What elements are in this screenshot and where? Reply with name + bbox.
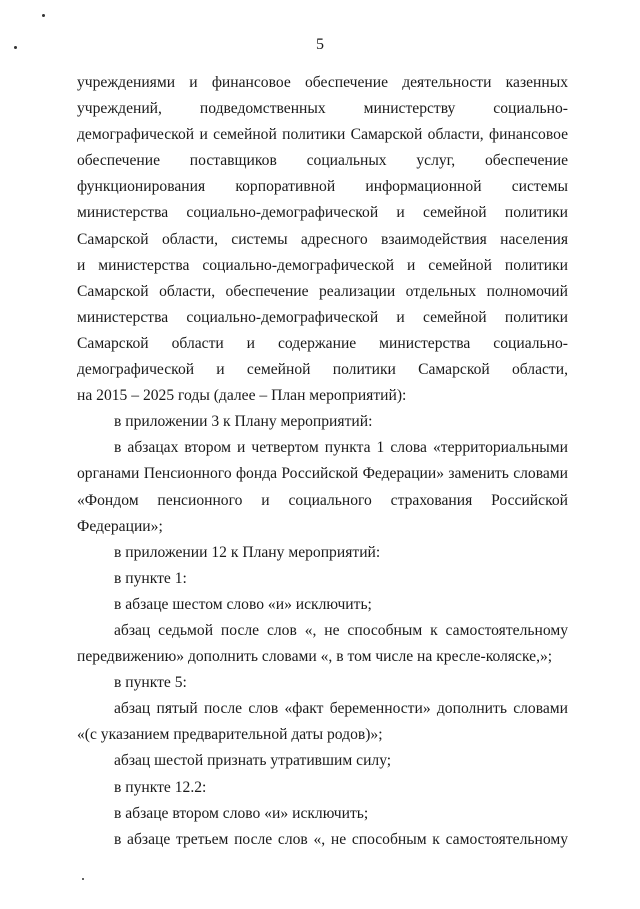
text-line: учреждений, подведомственных министерству социально- <box>77 100 568 118</box>
text-line: в пункте 1: <box>114 569 187 587</box>
page-number: 5 <box>316 36 324 53</box>
text-line: в пункте 12.2: <box>114 778 207 796</box>
text-line: абзац пятый после слов «факт беременности» дополнить словами <box>114 700 568 718</box>
text-line: Самарской области и содержание министерства социально- <box>77 334 568 352</box>
text-line: органами Пенсионного фонда Российской Федерации» заменить словами <box>77 465 568 483</box>
text-line: в абзацах втором и четвертом пункта 1 слова «территориальными <box>114 439 568 457</box>
text-line: Самарской области, системы адресного взаимодействия населения <box>77 230 568 248</box>
text-line: абзац седьмой после слов «, не способным к самостоятельному <box>114 621 568 639</box>
text-line: министерства социально-демографической и семейной политики <box>77 204 568 222</box>
text-line: в абзаце втором слово «и» исключить; <box>114 804 369 822</box>
document-body <box>77 70 568 853</box>
text-line: министерства социально-демографической и семейной политики <box>77 308 568 326</box>
text-line: на 2015 – 2025 годы (далее – План мероприятий): <box>77 387 407 405</box>
text-line: демографической и семейной политики Самарской области, финансовое <box>77 126 568 144</box>
text-line: в пункте 5: <box>114 674 187 692</box>
text-line: учреждениями и финансовое обеспечение деятельности казенных <box>77 74 568 91</box>
scan-speck-mark <box>42 14 45 17</box>
text-line: функционирования корпоративной информационной системы <box>77 178 568 196</box>
text-line: и министерства социально-демографической и семейной политики <box>77 256 568 274</box>
text-line: в абзаце третьем после слов «, не способным к самостоятельному <box>114 830 568 848</box>
text-line: Самарской области, обеспечение реализации отдельных полномочий <box>77 282 568 300</box>
text-line: «(с указанием предварительной даты родов)»; <box>77 726 383 744</box>
text-line: передвижению» дополнить словами «, в том числе на кресле-коляске,»; <box>77 648 553 666</box>
text-line: обеспечение поставщиков социальных услуг, обеспечение <box>77 152 568 170</box>
text-line: демографической и семейной политики Самарской области, <box>77 361 568 379</box>
scan-speck-mark <box>82 878 84 880</box>
text-line: Федерации»; <box>77 517 163 535</box>
text-line: в приложении 3 к Плану мероприятий: <box>114 413 373 431</box>
text-line: абзац шестой признать утратившим силу; <box>114 752 392 770</box>
text-line: в приложении 12 к Плану мероприятий: <box>114 543 381 561</box>
text-line: в абзаце шестом слово «и» исключить; <box>114 595 372 613</box>
text-line: «Фондом пенсионного и социального страхования Российской <box>77 491 568 509</box>
